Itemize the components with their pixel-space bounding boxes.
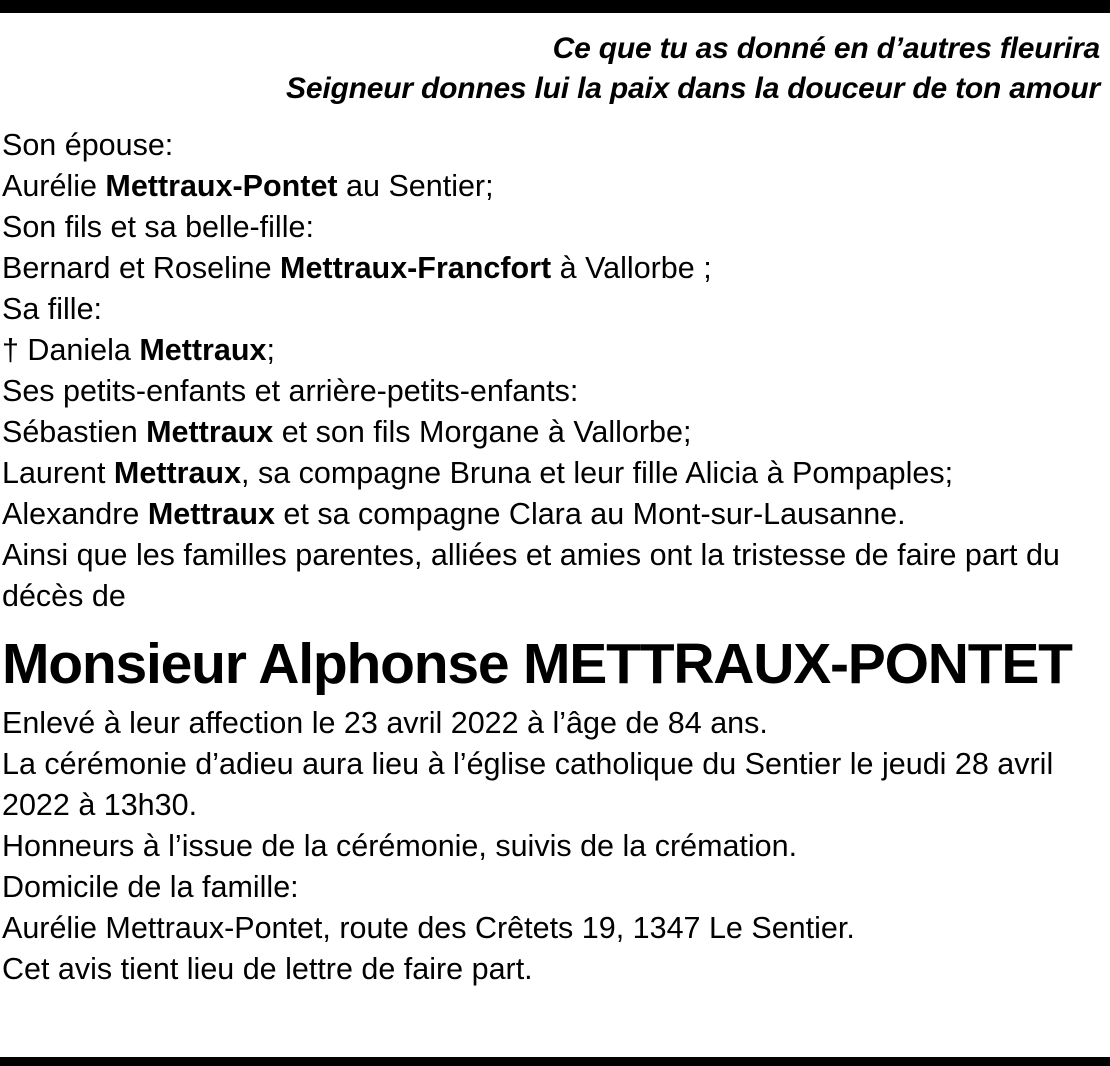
family-line-pre: Ses petits-enfants et arrière-petits-enfants: (2, 373, 579, 408)
family-line (2, 453, 1104, 494)
family-line-pre: Bernard et Roseline (2, 250, 281, 285)
detail-line: Honneurs à l’issue de la cérémonie, suivis de la crémation. (2, 828, 798, 863)
notice-body (0, 13, 1110, 990)
family-line (2, 330, 1104, 371)
deceased-name: Monsieur Alphonse METTRAUX-PONTET (2, 631, 1072, 696)
family-line-post: et son fils Morgane à Vallorbe; (273, 414, 692, 449)
family-line-surname: Mettraux (146, 414, 274, 449)
detail-line: Enlevé à leur affection le 23 avril 2022 à l’âge de 84 ans. (2, 705, 768, 740)
family-line (2, 166, 1104, 207)
family-line (2, 494, 1104, 535)
family-line (2, 535, 1104, 617)
family-line (2, 289, 1104, 330)
family-line-surname: Mettraux (113, 455, 242, 490)
family-line-surname: Mettraux-Pontet (105, 168, 338, 203)
family-line-pre: Son épouse: (2, 127, 174, 162)
family-line-pre: Sa fille: (2, 291, 103, 326)
family-line (2, 371, 1104, 412)
detail-line: Aurélie Mettraux-Pontet, route des Crêtets 19, 1347 Le Sentier. (2, 910, 855, 945)
family-line-surname: Mettraux-Francfort (280, 250, 552, 285)
epitaph-line-2: Seigneur donnes lui la paix dans la douceur de ton amour (286, 71, 1100, 105)
family-line (2, 125, 1104, 166)
epitaph-block (2, 13, 1104, 109)
family-line (2, 207, 1104, 248)
family-line-post: ; (266, 332, 275, 367)
bottom-divider (0, 1057, 1110, 1066)
family-line-pre: Ainsi que les familles parentes, alliées et amies ont la tristesse de faire part du décès de (2, 537, 1060, 613)
family-line-pre: Laurent (2, 455, 114, 490)
family-line (2, 248, 1104, 289)
family-line-post: et sa compagne Clara au Mont-sur-Lausanne. (274, 496, 906, 531)
top-divider (0, 0, 1110, 13)
detail-line: La cérémonie d’adieu aura lieu à l’église catholique du Sentier le jeudi 28 avril 2022 à 13h30. (2, 746, 1054, 822)
family-line (2, 412, 1104, 453)
family-line-pre: † Daniela (2, 332, 140, 367)
family-line-post: , sa compagne Bruna et leur fille Alicia à Pompaples; (241, 455, 954, 490)
family-line-pre: Sébastien (2, 414, 147, 449)
family-line-pre: Son fils et sa belle-fille: (2, 209, 314, 244)
detail-line: Domicile de la famille: (2, 869, 299, 904)
family-line-pre: Aurélie (2, 168, 106, 203)
epitaph-line-1: Ce que tu as donné en d’autres fleurira (552, 32, 1100, 65)
family-line-post: à Vallorbe ; (551, 250, 712, 285)
family-line-surname: Mettraux (139, 332, 267, 367)
ceremony-details (2, 703, 1104, 990)
family-line-surname: Mettraux (147, 496, 275, 531)
family-line-post: au Sentier; (337, 168, 494, 203)
detail-line: Cet avis tient lieu de lettre de faire part. (2, 951, 533, 986)
family-list (2, 109, 1104, 617)
family-line-pre: Alexandre (2, 496, 148, 531)
